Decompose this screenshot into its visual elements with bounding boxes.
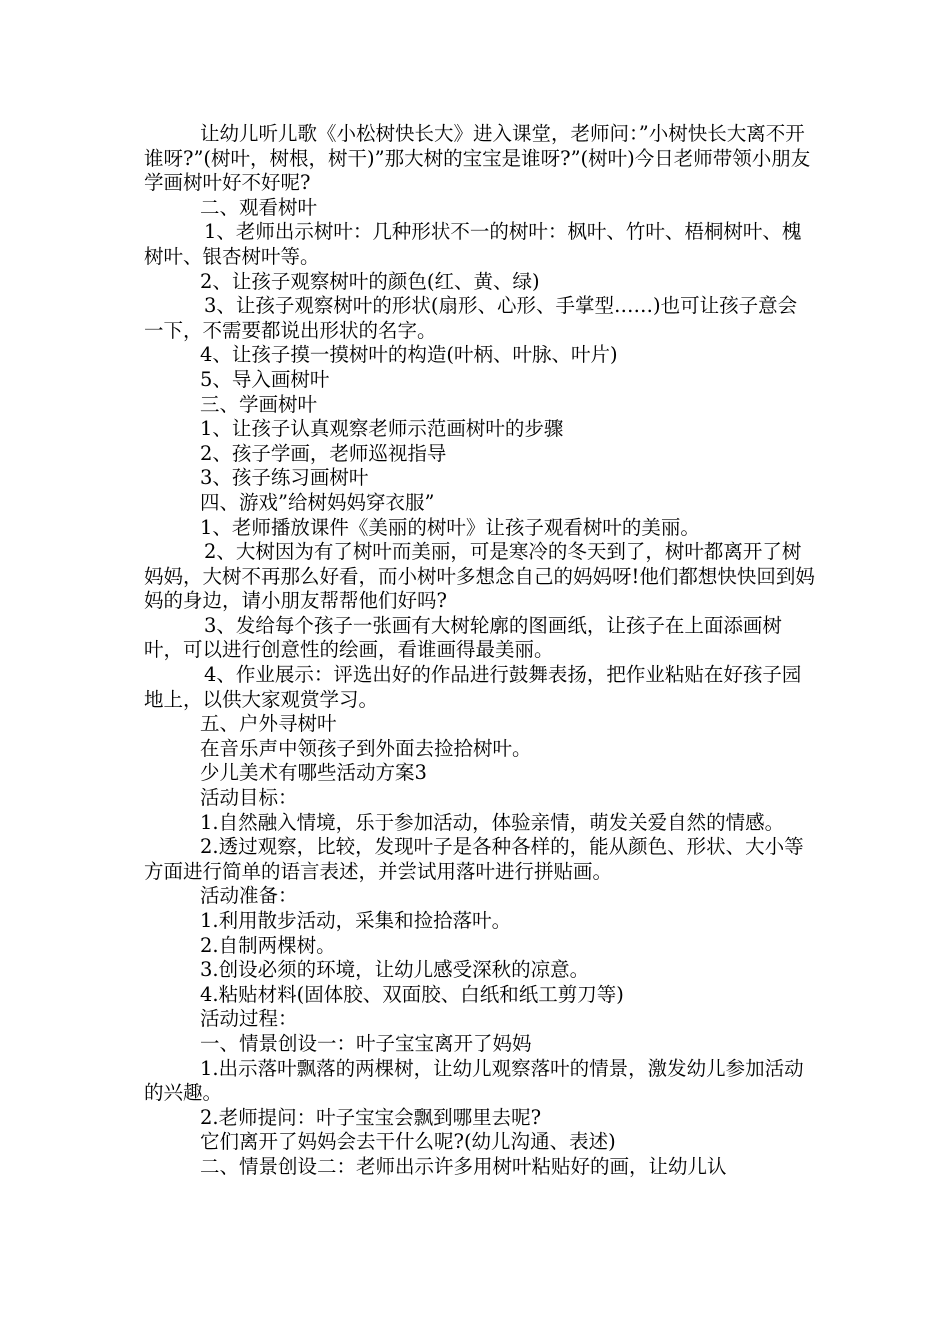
- paragraph: 它们离开了妈妈会去干什么呢?(幼儿沟通、表述): [200, 1130, 616, 1154]
- list-item: 1、老师出示树叶：几种形状不一的树叶：枫叶、竹叶、梧桐树叶、槐树叶、银杏树叶等。: [144, 220, 802, 268]
- list-item: 2.自制两棵树。: [200, 933, 336, 957]
- section-heading: 四、游戏”给树妈妈穿衣服”: [200, 490, 435, 514]
- list-item: 2.老师提问：叶子宝宝会飘到哪里去呢?: [200, 1105, 542, 1129]
- list-item: 1.利用散步活动，采集和捡拾落叶。: [200, 909, 512, 932]
- paragraph: 让幼儿听儿歌《小松树快长大》进入课堂，老师问：”小树快长大离不开谁呀?”(树叶，树根，树干)”那大树的宝宝是谁呀?”(树叶)今日老师带领小朋友学画树叶好不好呢?: [144, 122, 811, 195]
- section-heading: 五、户外寻树叶: [200, 712, 337, 736]
- list-item: 2、孩子学画，老师巡视指导: [200, 441, 447, 465]
- section-heading: 三、学画树叶: [200, 392, 318, 416]
- list-item: 4、作业展示：评选出好的作品进行鼓舞表扬，把作业粘贴在好孩子园地上，以供大家观赏学习。: [144, 663, 802, 711]
- list-item: 3、让孩子观察树叶的形状(扇形、心形、手掌型……)也可让孩子意会一下，不需要都说出形状的名字。: [144, 294, 798, 342]
- section-heading: 二、观看树叶: [200, 195, 318, 219]
- list-item: 2、大树因为有了树叶而美丽，可是寒冷的冬天到了，树叶都离开了树妈妈，大树不再那么好看，而小树叶多想念自己的妈妈呀!他们都想快快回到妈妈的身边，请小朋友帮帮他们好吗?: [144, 540, 815, 613]
- section-heading: 二、情景创设二：老师出示许多用树叶粘贴好的画，让幼儿认: [200, 1154, 727, 1178]
- section-heading: 一、情景创设一：叶子宝宝离开了妈妈: [200, 1031, 532, 1055]
- document-title: 少儿美术有哪些活动方案3: [200, 761, 427, 785]
- list-item: 1.自然融入情境，乐于参加活动，体验亲情，萌发关爱自然的情感。: [200, 810, 785, 834]
- list-item: 2.透过观察，比较，发现叶子是各种各样的，能从颜色、形状、大小等方面进行简单的语言表述，并尝试用落叶进行拼贴画。: [144, 835, 804, 883]
- list-item: 3、孩子练习画树叶: [200, 466, 369, 490]
- paragraph: 在音乐声中领孩子到外面去捡拾树叶。: [200, 736, 532, 760]
- list-item: 3.创设必须的环境，让幼儿感受深秋的凉意。: [200, 958, 590, 982]
- list-item: 4.粘贴材料(固体胶、双面胶、白纸和纸工剪刀等): [200, 982, 624, 1006]
- list-item: 2、让孩子观察树叶的颜色(红、黄、绿): [200, 269, 540, 293]
- section-heading: 活动目标：: [200, 786, 298, 810]
- list-item: 5、导入画树叶: [200, 367, 330, 391]
- list-item: 1、让孩子认真观察老师示范画树叶的步骤: [200, 417, 564, 441]
- list-item: 4、让孩子摸一摸树叶的构造(叶柄、叶脉、叶片): [200, 343, 618, 367]
- list-item: 1.出示落叶飘落的两棵树，让幼儿观察落叶的情景，激发幼儿参加活动的兴趣。: [144, 1056, 804, 1105]
- document-body: [144, 122, 816, 1180]
- list-item: 3、发给每个孩子一张画有大树轮廓的图画纸，让孩子在上面添画树叶，可以进行创意性的绘画，看谁画得最美丽。: [144, 613, 782, 662]
- list-item: 1、老师播放课件《美丽的树叶》让孩子观看树叶的美丽。: [200, 515, 700, 539]
- section-heading: 活动准备：: [200, 884, 298, 908]
- section-heading: 活动过程：: [200, 1007, 298, 1031]
